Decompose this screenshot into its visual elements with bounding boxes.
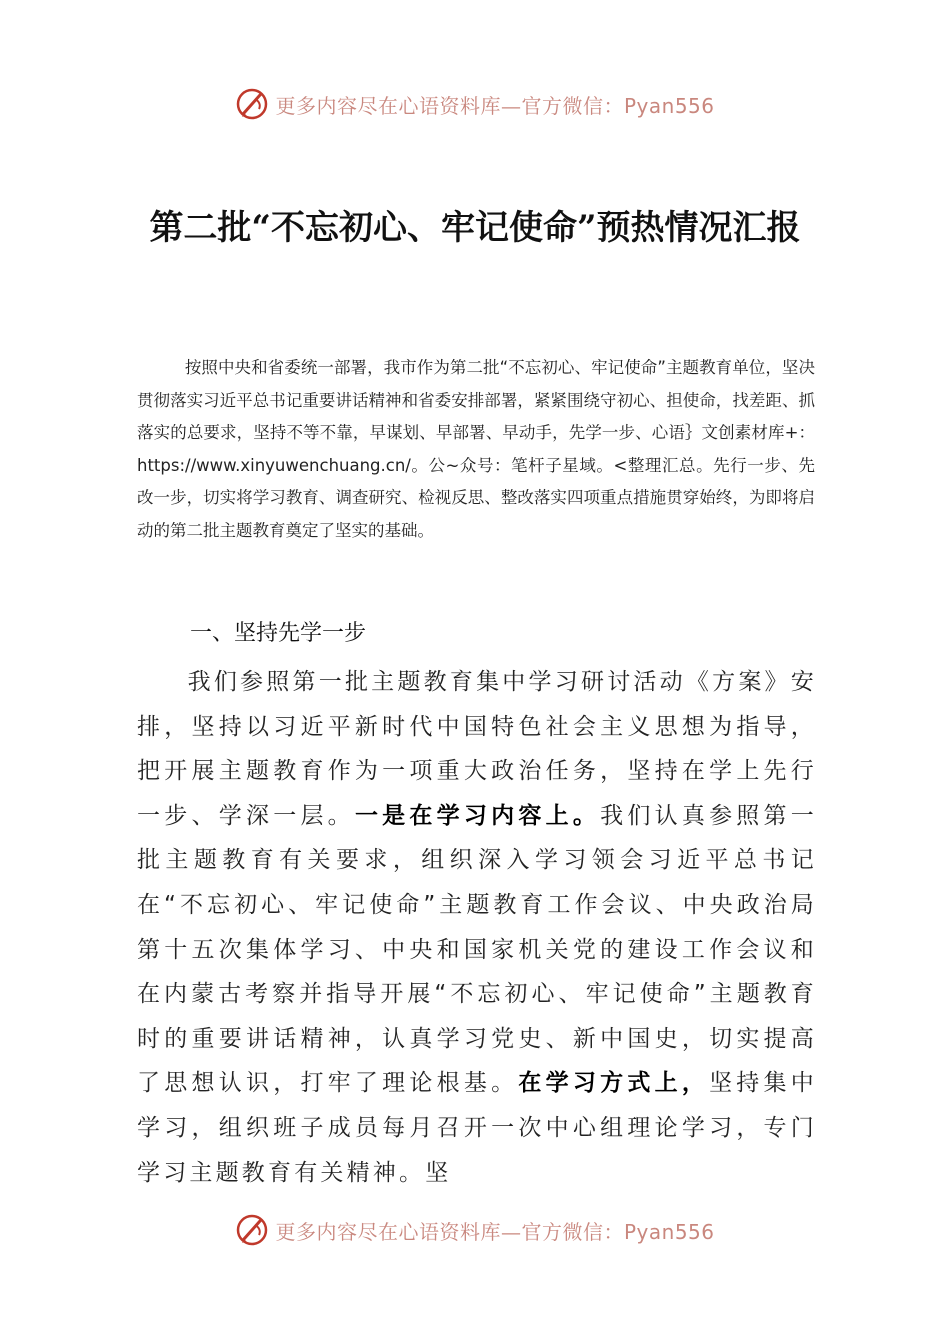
wechat-id: Pyan556 bbox=[623, 93, 715, 118]
emphasis-text: 在学习方式上， bbox=[518, 1070, 710, 1097]
body-text: 我们认真参照第一批主题教育有关要求，组织深入学习领会习近平总书记在“不忘初心、牢记使命”主题教育工作会议、中央政治局第十五次集体学习、中央和国家机关党的建设工作会议和在内蒙古考察并指导开展“不忘初心、牢记使命”主题教育时的重要讲话精神，认真学习党史、新中国史，切实提高了思想认识，打牢了理论根基。 bbox=[137, 802, 817, 1097]
watermark-banner-bottom bbox=[0, 1210, 950, 1250]
document-title: 第二批“不忘初心、牢记使命”预热情况汇报 bbox=[149, 208, 801, 248]
pen-logo-icon bbox=[235, 87, 269, 121]
emphasis-text: 一是在学习内容上。 bbox=[354, 802, 601, 829]
wechat-id: Pyan556 bbox=[623, 1219, 715, 1244]
body-paragraph bbox=[137, 660, 817, 1195]
body-text: 坚持集中学习，组织班子成员每月召开一次中心组理论学习，专门学习主题教育有关精神。坚 bbox=[137, 1070, 817, 1186]
watermark-text: 更多内容尽在心语资料库—官方微信：Pyan556 bbox=[275, 93, 715, 118]
body-text: 我们参照第一批主题教育集中学习研讨活动《方案》安排，坚持以习近平新时代中国特色社会主义思想为指导，把开展主题教育作为一项重大政治任务，坚持在学上先行一步、学深一层。 bbox=[137, 669, 817, 829]
pen-logo-icon bbox=[235, 1213, 269, 1247]
watermark-text: 更多内容尽在心语资料库—官方微信：Pyan556 bbox=[275, 1219, 715, 1244]
watermark-banner-top bbox=[0, 84, 950, 124]
intro-paragraph: 按照中央和省委统一部署，我市作为第二批“不忘初心、牢记使命”主题教育单位，坚决贯彻落实习近平总书记重要讲话精神和省委安排部署，紧紧围绕守初心、担使命，找差距、抓落实的总要求，坚持不等不靠，早谋划、早部署、早动手，先学一步、心语｝文创素材库+：https://www.xinyuwenchuang.cn/。公~众号：笔杆子星域。<整理汇总。先行一步、先改一步，切实将学习教育、调查研究、检视反思、整改落实四项重点措施贯穿始终，为即将启动的第二批主题教育奠定了坚实的基础。 bbox=[137, 358, 815, 540]
section-heading: 一、坚持先学一步 bbox=[190, 621, 367, 646]
